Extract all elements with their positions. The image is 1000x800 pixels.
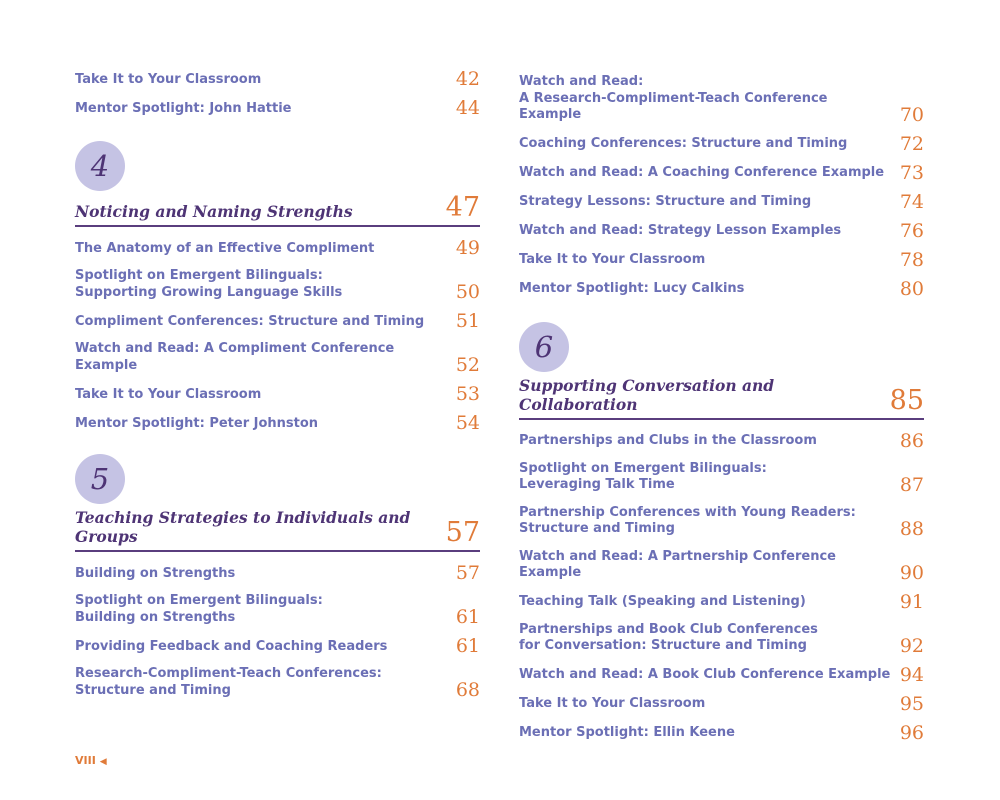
chapter-heading[interactable] — [519, 376, 924, 420]
toc-entry[interactable] — [519, 132, 924, 155]
toc-entry-page: 96 — [899, 721, 924, 744]
toc-entry[interactable] — [519, 190, 924, 213]
toc-entry-title: Take It to Your Classroom — [519, 252, 706, 267]
toc-entry-title: Providing Feedback and Coaching Readers — [75, 638, 388, 654]
chapter-page: 57 — [445, 517, 480, 548]
toc-entry[interactable] — [75, 341, 480, 374]
toc-entry-page: 76 — [899, 219, 924, 242]
chapter-5-section — [75, 454, 480, 699]
toc-entry[interactable] — [519, 277, 924, 300]
toc-entry-page: 73 — [899, 161, 924, 184]
chapter-title: Supporting Conversation and Collaboration — [519, 375, 775, 414]
toc-entry[interactable] — [519, 74, 924, 124]
toc-entry-title: Partnership Conferences with Young Readers: Structure and Timing — [519, 504, 856, 536]
toc-entry[interactable] — [75, 70, 480, 88]
toc-entry-page: 51 — [455, 310, 480, 332]
toc-entry[interactable] — [75, 99, 480, 117]
toc-entry-title: Mentor Spotlight: John Hattie — [75, 100, 292, 116]
toc-entry[interactable] — [75, 268, 480, 301]
toc-entry[interactable] — [519, 161, 924, 184]
toc-entry-page: 61 — [455, 606, 480, 628]
folio-label: VIII — [75, 754, 96, 767]
toc-entry-title: The Anatomy of an Effective Compliment — [75, 240, 375, 256]
toc-entry-title: Compliment Conferences: Structure and Timing — [75, 313, 425, 329]
toc-entry-page: 61 — [455, 635, 480, 657]
toc-entry-title: Spotlight on Emergent Bilinguals: Supporting Growing Language Skills — [75, 268, 343, 300]
chapter-page: 85 — [889, 384, 924, 416]
toc-entry[interactable] — [519, 622, 924, 655]
toc-entry-page: 54 — [455, 412, 480, 434]
toc-entry-title: Building on Strengths — [75, 565, 236, 581]
toc-entry[interactable] — [519, 505, 924, 538]
chapter-title: Noticing and Naming Strengths — [75, 202, 353, 221]
toc-entry-page: 53 — [455, 383, 480, 405]
toc-entry-page: 49 — [455, 237, 480, 259]
page-folio — [75, 754, 107, 767]
toc-entry-page: 87 — [899, 473, 924, 496]
chapter-number-badge: 4 — [75, 141, 125, 191]
chapter-page: 47 — [445, 192, 480, 223]
toc-entry-title: Watch and Read: A Coaching Conference Example — [519, 165, 885, 180]
toc-entry-page: 72 — [899, 132, 924, 155]
toc-entry[interactable] — [75, 637, 480, 655]
toc-entry[interactable] — [519, 429, 924, 452]
toc-entry-page: 78 — [899, 248, 924, 271]
toc-entry-page: 52 — [455, 354, 480, 376]
toc-entry-page: 91 — [899, 590, 924, 613]
toc-entry-page: 44 — [455, 97, 480, 119]
toc-entry-title: Take It to Your Classroom — [75, 386, 262, 402]
toc-entry[interactable] — [519, 461, 924, 494]
toc-entry-page: 86 — [899, 429, 924, 452]
toc-entry-title: Spotlight on Emergent Bilinguals: Building on Strengths — [75, 593, 323, 625]
toc-entry-page: 90 — [899, 561, 924, 584]
toc-entry-title: Watch and Read: A Compliment Conference Example — [75, 341, 395, 373]
toc-entry[interactable] — [75, 593, 480, 626]
toc-entry-title: Watch and Read: A Partnership Conference Example — [519, 548, 836, 580]
toc-entry-page: 80 — [899, 277, 924, 300]
toc-entry-title: Research-Compliment-Teach Conferences: Structure and Timing — [75, 666, 382, 698]
toc-entry-page: 92 — [899, 634, 924, 657]
toc-entry-title: Partnerships and Book Club Conferences for Conversation: Structure and Timing — [519, 621, 818, 653]
toc-entry-page: 94 — [899, 663, 924, 686]
toc-entry-page: 70 — [899, 103, 924, 126]
toc-entry[interactable] — [519, 549, 924, 582]
toc-entry[interactable] — [75, 564, 480, 582]
toc-entry[interactable] — [519, 692, 924, 715]
toc-entry[interactable] — [519, 219, 924, 242]
toc-entry-page: 42 — [455, 68, 480, 90]
toc-entry[interactable] — [75, 312, 480, 330]
toc-right-column — [519, 74, 924, 753]
toc-entry-page: 50 — [455, 281, 480, 303]
caret-left-icon: ◀ — [99, 757, 107, 767]
toc-entry-title: Take It to Your Classroom — [519, 696, 706, 711]
chapter-number-badge: 5 — [75, 454, 125, 504]
toc-entry-page: 95 — [899, 692, 924, 715]
toc-entry-title: Mentor Spotlight: Peter Johnston — [75, 415, 319, 431]
toc-entry-title: Mentor Spotlight: Lucy Calkins — [519, 281, 745, 296]
toc-entry-page: 57 — [455, 562, 480, 584]
toc-entry[interactable] — [75, 414, 480, 432]
toc-entry[interactable] — [519, 248, 924, 271]
toc-entry[interactable] — [75, 385, 480, 403]
toc-entry-title: Take It to Your Classroom — [75, 71, 262, 87]
chapter-title: Teaching Strategies to Individuals and Groups — [75, 508, 411, 546]
toc-entry-title: Watch and Read: A Research-Compliment-Teach Conference Example — [519, 74, 828, 122]
toc-entry-title: Strategy Lessons: Structure and Timing — [519, 194, 812, 209]
chapter-heading[interactable] — [75, 508, 480, 552]
toc-entry-title: Mentor Spotlight: Ellin Keene — [519, 725, 735, 740]
toc-entry-title: Coaching Conferences: Structure and Timing — [519, 136, 848, 151]
toc-entry-title: Partnerships and Clubs in the Classroom — [519, 433, 817, 448]
chapter-6-section — [519, 322, 924, 742]
chapter-heading[interactable] — [75, 192, 480, 227]
toc-entry[interactable] — [519, 663, 924, 686]
toc-entry-page: 88 — [899, 517, 924, 540]
toc-entry-page: 68 — [455, 679, 480, 701]
toc-entry[interactable] — [75, 666, 480, 699]
toc-entry-title: Watch and Read: A Book Club Conference Example — [519, 667, 891, 682]
toc-entry[interactable] — [519, 590, 924, 613]
toc-entry-title: Teaching Talk (Speaking and Listening) — [519, 594, 806, 609]
toc-entry-title: Spotlight on Emergent Bilinguals: Leveraging Talk Time — [519, 460, 767, 492]
toc-entry-page: 74 — [899, 190, 924, 213]
toc-entry[interactable] — [519, 721, 924, 744]
toc-entry[interactable] — [75, 239, 480, 257]
chapter-number-badge: 6 — [519, 322, 569, 372]
toc-left-column — [75, 70, 480, 710]
chapter-4-section — [75, 141, 480, 432]
toc-entry-title: Watch and Read: Strategy Lesson Examples — [519, 223, 842, 238]
